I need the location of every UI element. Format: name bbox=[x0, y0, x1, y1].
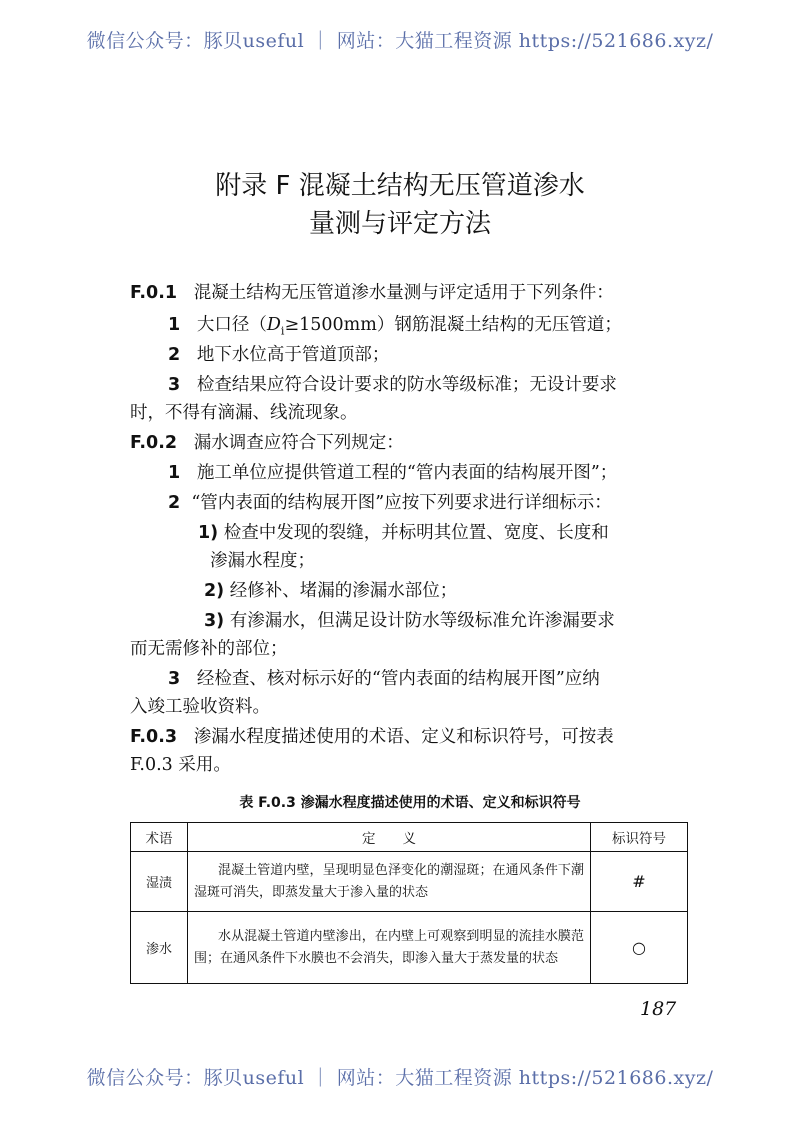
item-f02-3 bbox=[130, 666, 728, 692]
item-text: 经检查、核对标示好的“管内表面的结构展开图”应纳 bbox=[196, 669, 600, 689]
term-cell: 湿渍 bbox=[131, 852, 188, 912]
item-number: 3 bbox=[168, 669, 181, 689]
item-text: “管内表面的结构展开图”应按下列要求进行详细标示： bbox=[191, 493, 612, 513]
item-f01-1 bbox=[130, 312, 728, 345]
clause-number: F.0.1 bbox=[130, 283, 178, 303]
clause-f01 bbox=[130, 280, 690, 306]
subitem-f02-2-3-continued: 而无需修补的部位； bbox=[130, 639, 288, 659]
item-text-b: ≥1500mm）钢筋混凝土结构的无压管道； bbox=[284, 315, 622, 335]
term-cell: 渗水 bbox=[131, 912, 188, 984]
table-row bbox=[131, 912, 688, 984]
header-symbol: 标识符号 bbox=[591, 823, 688, 852]
item-f01-3 bbox=[130, 372, 728, 398]
page-number: 187 bbox=[640, 998, 677, 1020]
definition-table bbox=[130, 822, 688, 984]
item-f02-1 bbox=[130, 460, 728, 486]
item-f01-3-continued: 时，不得有滴漏、线流现象。 bbox=[130, 403, 358, 423]
item-text-a: 大口径（ bbox=[196, 315, 267, 335]
clause-text: 渗漏水程度描述使用的术语、定义和标识符号，可按表 bbox=[193, 727, 614, 747]
diameter-subscript: i bbox=[280, 324, 285, 338]
item-number: 1 bbox=[168, 315, 181, 335]
symbol-cell: # bbox=[591, 852, 688, 912]
item-text: 检查结果应符合设计要求的防水等级标准；无设计要求 bbox=[196, 375, 617, 395]
item-f01-2 bbox=[130, 342, 728, 368]
clause-f03 bbox=[130, 724, 690, 750]
clause-f03-continued: F.0.3 采用。 bbox=[130, 755, 231, 775]
subitem-f02-2-3 bbox=[130, 608, 764, 634]
item-number: 2 bbox=[168, 345, 181, 365]
clause-number: F.0.3 bbox=[130, 727, 178, 747]
clause-f02 bbox=[130, 430, 690, 456]
subitem-f02-2-1-continued: 渗漏水程度； bbox=[210, 551, 315, 571]
subitem-number: 1) bbox=[198, 523, 219, 543]
clause-text: 混凝土结构无压管道渗水量测与评定适用于下列条件： bbox=[193, 283, 614, 303]
watermark-top: 微信公众号：豚贝useful ｜ 网站：大猫工程资源 https://521686.xyz/ bbox=[86, 30, 714, 52]
item-text: 地下水位高于管道顶部； bbox=[196, 345, 390, 365]
subitem-f02-2-2 bbox=[130, 578, 764, 604]
symbol-cell: ○ bbox=[591, 912, 688, 984]
subitem-number: 3) bbox=[204, 611, 225, 631]
diameter-variable: D bbox=[266, 315, 281, 335]
item-number: 3 bbox=[168, 375, 181, 395]
header-definition: 定 义 bbox=[188, 823, 591, 852]
subitem-text: 检查中发现的裂缝，并标明其位置、宽度、长度和 bbox=[223, 523, 609, 543]
item-text: 施工单位应提供管道工程的“管内表面的结构展开图”； bbox=[196, 463, 618, 483]
subitem-text: 有渗漏水，但满足设计防水等级标准允许渗漏要求 bbox=[229, 611, 615, 631]
subitem-text: 经修补、堵漏的渗漏水部位； bbox=[229, 581, 458, 601]
table-caption: 表 F.0.3 渗漏水程度描述使用的术语、定义和标识符号 bbox=[239, 795, 581, 811]
subitem-f02-2-1 bbox=[130, 520, 758, 546]
table-header-row bbox=[131, 823, 688, 852]
clause-number: F.0.2 bbox=[130, 433, 178, 453]
watermark-bottom: 微信公众号：豚贝useful ｜ 网站：大猫工程资源 https://521686.xyz/ bbox=[86, 1067, 714, 1089]
item-f02-2 bbox=[130, 490, 728, 516]
appendix-title-line1: 附录 F 混凝土结构无压管道渗水 bbox=[215, 171, 585, 201]
appendix-title-line2: 量测与评定方法 bbox=[308, 209, 491, 239]
subitem-number: 2) bbox=[204, 581, 225, 601]
definition-cell: 水从混凝土管道内壁渗出，在内壁上可观察到明显的流挂水膜范围；在通风条件下水膜也不会消失，即渗入量大于蒸发量的状态 bbox=[188, 912, 591, 984]
item-number: 2 bbox=[168, 493, 181, 513]
table-row bbox=[131, 852, 688, 912]
header-term: 术语 bbox=[131, 823, 188, 852]
item-f02-3-continued: 入竣工验收资料。 bbox=[130, 697, 270, 717]
clause-text: 漏水调查应符合下列规定： bbox=[193, 433, 404, 453]
item-number: 1 bbox=[168, 463, 181, 483]
definition-cell: 混凝土管道内壁，呈现明显色泽变化的潮湿斑；在通风条件下潮湿斑可消失，即蒸发量大于渗入量的状态 bbox=[188, 852, 591, 912]
